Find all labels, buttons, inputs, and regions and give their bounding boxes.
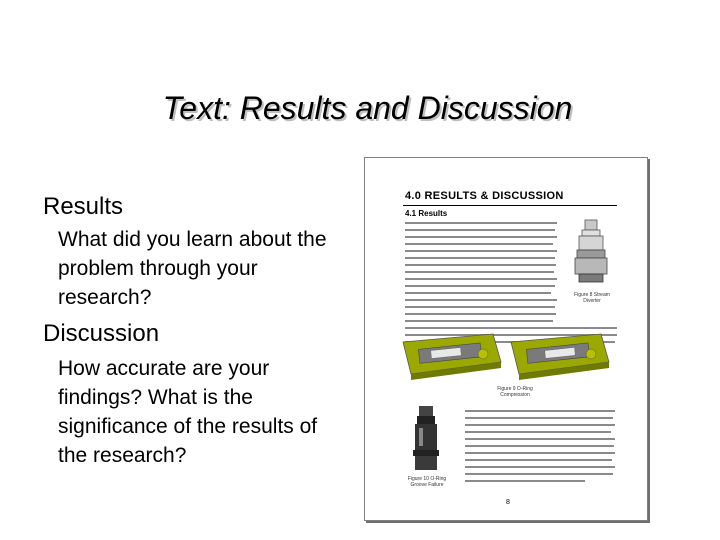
results-body: What did you learn about the problem through your research? (58, 228, 327, 309)
figure-caption-2: Figure 9 O-Ring Compression (497, 386, 533, 398)
slide-title: Text: Results and Discussion (162, 90, 573, 126)
thumbnail-rule (403, 205, 617, 206)
thumbnail-subsection-title: 4.1 Results (405, 209, 448, 218)
results-heading: Results (43, 193, 124, 220)
discussion-heading: Discussion (43, 320, 160, 347)
figure-caption-3: Figure 10 O-Ring Groove Failure (407, 476, 447, 488)
report-page-thumbnail (364, 157, 648, 521)
o-ring-groove-failure-figure (407, 404, 447, 474)
o-ring-compression-figure (401, 328, 611, 388)
stream-diverter-figure (565, 218, 617, 290)
thumbnail-page-number: 8 (506, 499, 510, 506)
figure-caption-1: Figure 8 Stream Diverter (574, 292, 610, 304)
thumbnail-section-title: 4.0 RESULTS & DISCUSSION (405, 190, 564, 202)
discussion-body: How accurate are your findings? What is the significance of the results of the research? (58, 357, 318, 467)
